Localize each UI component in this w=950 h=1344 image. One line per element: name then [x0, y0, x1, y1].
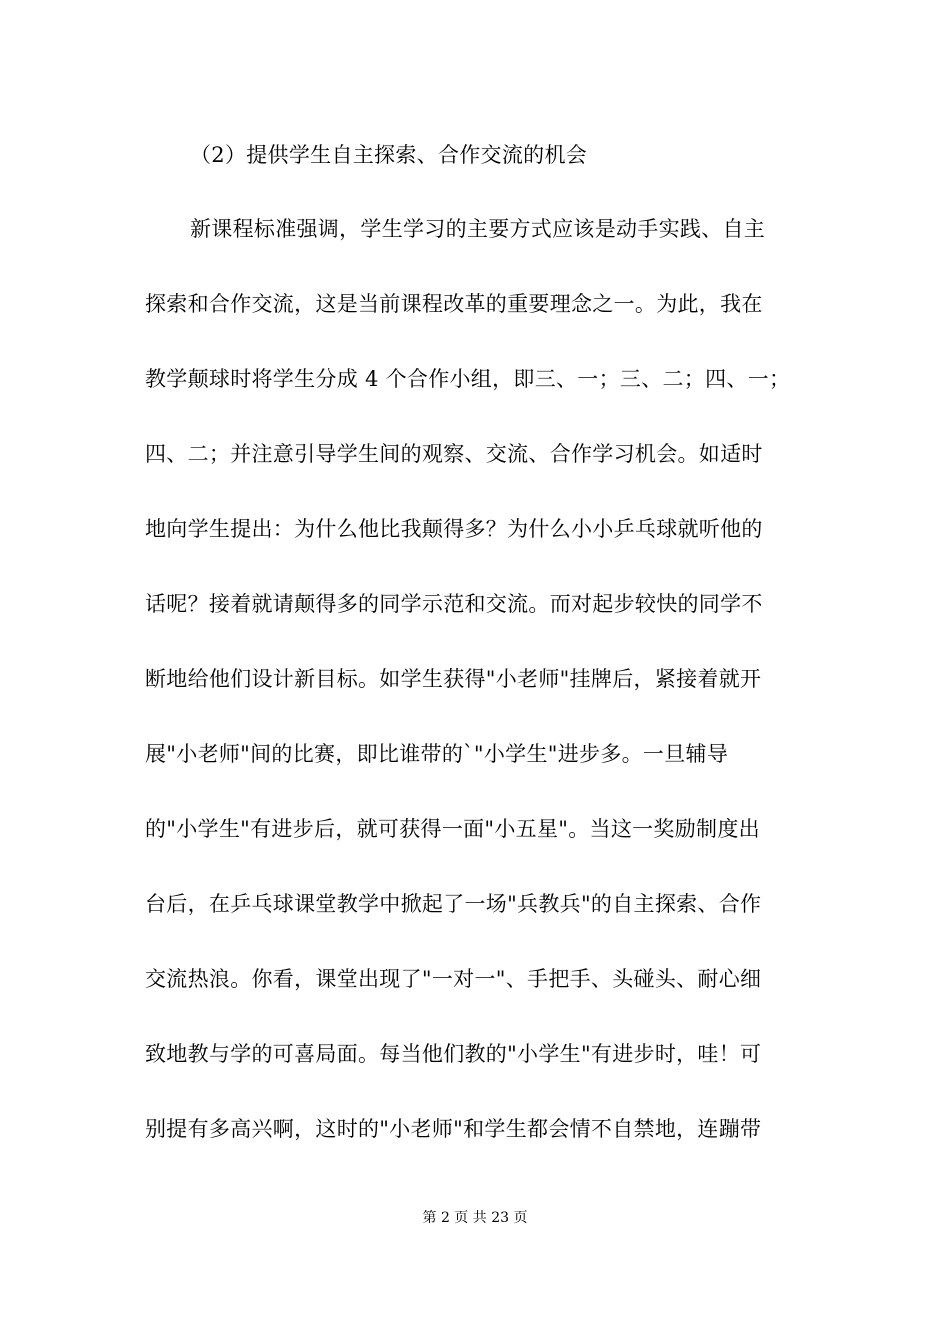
paragraph-line-7: 断地给他们设计新目标。如学生获得"小老师"挂牌后，紧接着就开: [145, 667, 762, 691]
paragraph-line-3: 教学颠球时将学生分成 4 个合作小组，即三、一；三、二；四、一；: [145, 367, 791, 391]
paragraph-line-8: 展"小老师"间的比赛，即比谁带的`"小学生"进步多。一旦辅导: [145, 742, 729, 766]
paragraph-line-1: 新课程标准强调，学生学习的主要方式应该是动手实践、自主: [190, 217, 766, 241]
page-number-footer: 第 2 页 共 23 页: [422, 1210, 528, 1226]
paragraph-line-12: 致地教与学的可喜局面。每当他们教的"小学生"有进步时，哇！可: [145, 1042, 762, 1066]
paragraph-line-4: 四、二；并注意引导学生间的观察、交流、合作学习机会。如适时: [145, 442, 763, 466]
paragraph-line-13: 别提有多高兴啊，这时的"小老师"和学生都会情不自禁地，连蹦带: [145, 1117, 762, 1141]
paragraph-line-6: 话呢？接着就请颠得多的同学示范和交流。而对起步较快的同学不: [145, 592, 763, 616]
paragraph-line-11: 交流热浪。你看，课堂出现了"一对一"、手把手、头碰头、耐心细: [145, 967, 762, 991]
paragraph-line-10: 台后，在乒乓球课堂教学中掀起了一场"兵教兵"的自主探索、合作: [145, 892, 762, 916]
paragraph-line-5: 地向学生提出：为什么他比我颠得多？为什么小小乒乓球就听他的: [145, 517, 763, 541]
paragraph-line-2: 探索和合作交流，这是当前课程改革的重要理念之一。为此，我在: [145, 292, 763, 316]
section-heading: （2）提供学生自主探索、合作交流的机会: [190, 143, 588, 167]
paragraph-line-9: 的"小学生"有进步后，就可获得一面"小五星"。当这一奖励制度出: [145, 817, 760, 841]
